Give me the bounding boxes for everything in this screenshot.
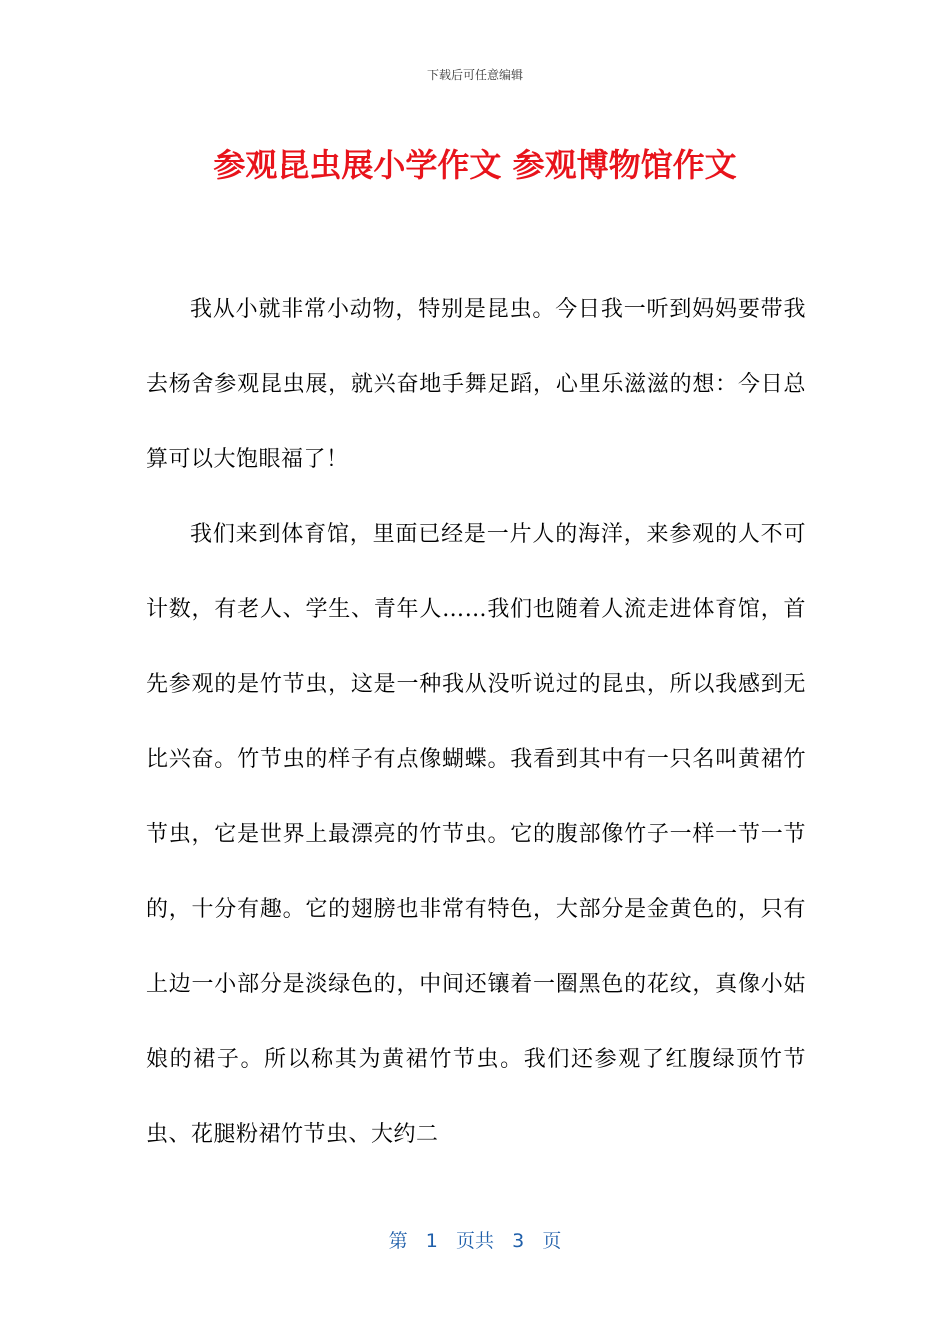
footer-middle: 页共 <box>455 1230 494 1252</box>
current-page-number: 1 <box>425 1230 438 1252</box>
page-number-footer <box>0 1226 950 1253</box>
footer-prefix: 第 <box>388 1230 408 1252</box>
footer-suffix: 页 <box>542 1230 562 1252</box>
header-note: 下载后可任意编辑 <box>426 68 523 82</box>
paragraph-1: 我从小就非常小动物，特别是昆虫。今日我一听到妈妈要带我去杨舍参观昆虫展，就兴奋地手舞足蹈，心里乐滋滋的想：今日总算可以大饱眼福了！ <box>146 297 806 472</box>
paragraph-2: 我们来到体育馆，里面已经是一片人的海洋，来参观的人不可计数，有老人、学生、青年人……我们也随着人流走进体育馆，首先参观的是竹节虫，这是一种我从没听说过的昆虫，所以我感到无比兴奋。竹节虫的样子有点像蝴蝶。我看到其中有一只名叫黄裙竹节虫，它是世界上最漂亮的竹节虫。它的腹部像竹子一样一节一节的，十分有趣。它的翅膀也非常有特色，大部分是金黄色的，只有上边一小部分是淡绿色的，中间还镶着一圈黑色的花纹，真像小姑娘的裙子。所以称其为黄裙竹节虫。我们还参观了红腹绿顶竹节虫、花腿粉裙竹节虫、大约二 <box>146 522 806 1147</box>
total-pages-number: 3 <box>512 1230 525 1252</box>
document-body <box>146 272 806 1172</box>
document-title: 参观昆虫展小学作文 参观博物馆作文 <box>213 146 737 184</box>
